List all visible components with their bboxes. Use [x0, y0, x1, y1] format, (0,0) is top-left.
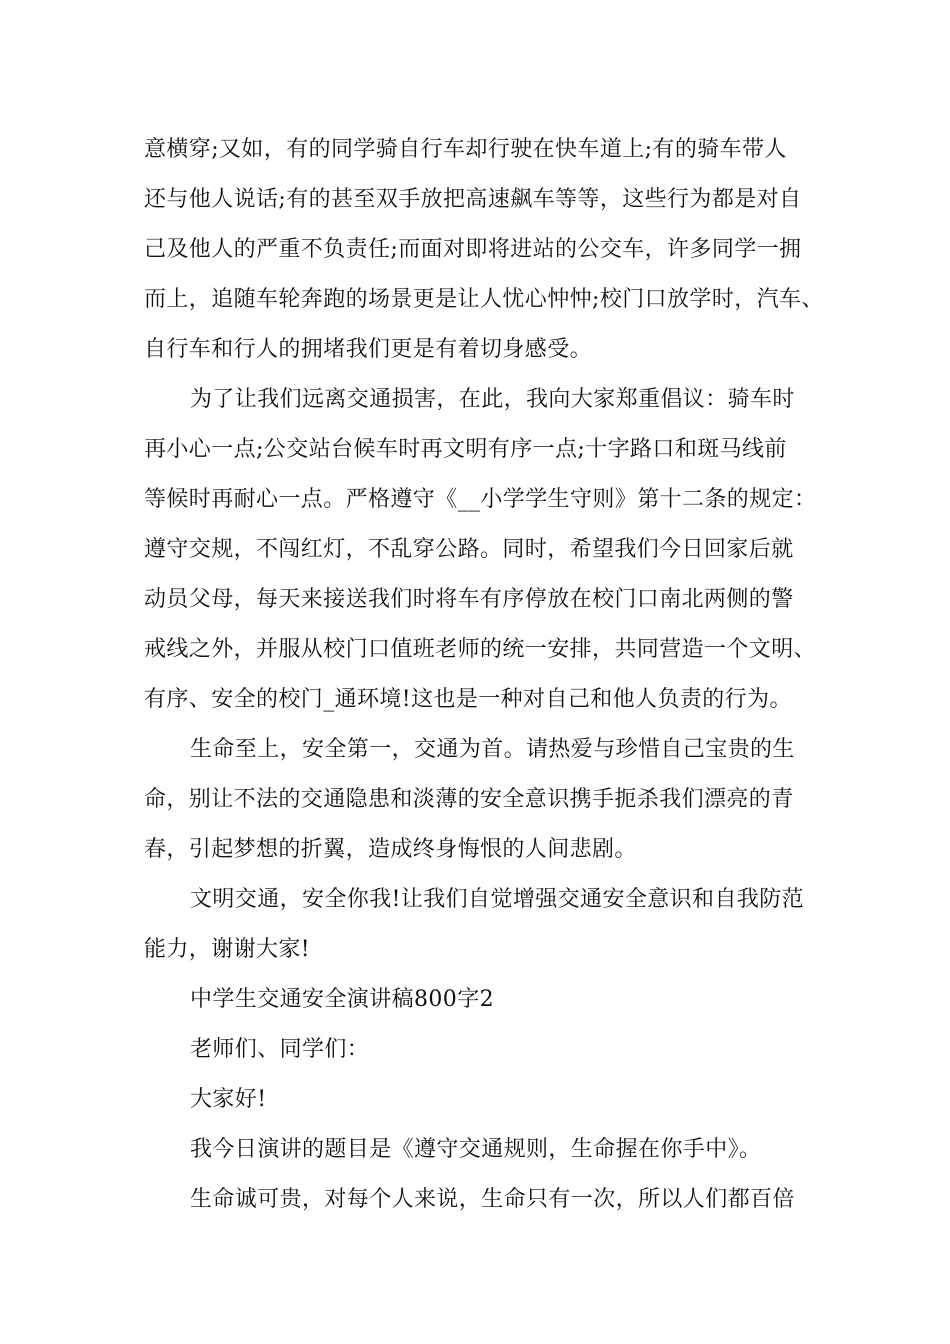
paragraph-line: 等候时再耐心一点。严格遵守《__小学学生守则》第十二条的规定：	[144, 487, 817, 512]
paragraph-line: 能力，谢谢大家!	[144, 937, 311, 962]
paragraph-line: 命，别让不法的交通隐患和淡薄的安全意识携手扼杀我们漂亮的青	[144, 787, 794, 812]
paragraph-first-line: 我今日演讲的题目是《遵守交通规则，生命握在你手中》。	[190, 1137, 762, 1162]
paragraph-line: 动员父母，每天来接送我们时将车有序停放在校门口南北两侧的警	[144, 587, 794, 612]
paragraph-line: 遵守交规，不闯红灯，不乱穿公路。同时，希望我们今日回家后就	[144, 537, 794, 562]
paragraph-line: 而上，追随车轮奔跑的场景更是让人忧心忡忡;校门口放学时，汽车、	[144, 287, 824, 312]
paragraph-line: 己及他人的严重不负责任;而面对即将进站的公交车，许多同学一拥	[144, 237, 802, 262]
paragraph-line: 春，引起梦想的折翼，造成终身悔恨的人间悲剧。	[144, 837, 637, 862]
paragraph-line: 还与他人说话;有的甚至双手放把高速飙车等等，这些行为都是对自	[144, 187, 802, 212]
paragraph-line: 戒线之外，并服从校门口值班老师的统一安排，共同营造一个文明、	[144, 637, 817, 662]
paragraph-first-line: 生命诚可贵，对每个人来说，生命只有一次，所以人们都百倍	[190, 1187, 795, 1212]
paragraph-first-line: 生命至上，安全第一，交通为首。请热爱与珍惜自己宝贵的生	[190, 737, 795, 762]
paragraph-line: 再小心一点;公交站台候车时再文明有序一点;十字路口和斑马线前	[144, 437, 787, 462]
paragraph-first-line: 文明交通，安全你我!让我们自觉增强交通安全意识和自我防范	[190, 887, 805, 912]
paragraph-line: 有序、安全的校门_通环境!这也是一种对自己和他人负责的行为。	[144, 687, 792, 712]
paragraph-line: 自行车和行人的拥堵我们更是有着切身感受。	[144, 337, 593, 362]
paragraph-line: 意横穿;又如，有的同学骑自行车却行驶在快车道上;有的骑车带人	[144, 137, 787, 162]
paragraph-first-line: 老师们、同学们：	[190, 1037, 370, 1062]
document-body	[144, 125, 834, 1225]
paragraph-first-line: 中学生交通安全演讲稿800字2	[190, 987, 494, 1012]
paragraph-first-line: 为了让我们远离交通损害，在此，我向大家郑重倡议：骑车时	[190, 387, 795, 412]
paragraph-first-line: 大家好!	[190, 1087, 267, 1112]
